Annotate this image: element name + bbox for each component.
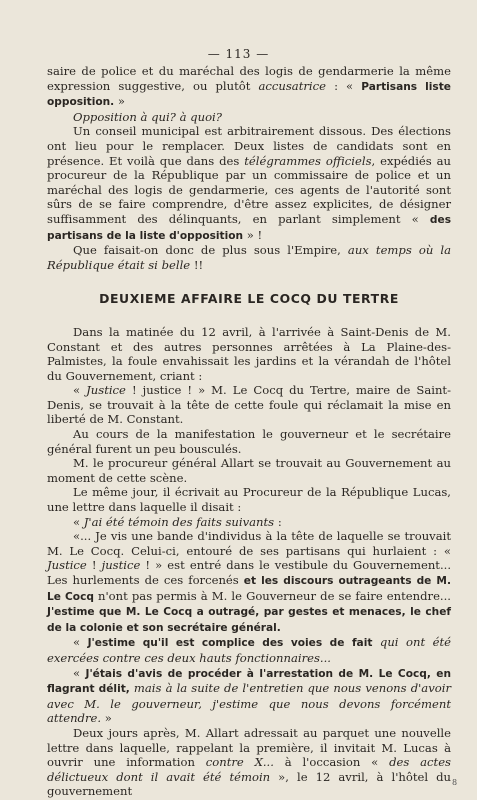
bold-run: et les discours outrageants de M. Le Cocq <box>47 575 451 603</box>
italic-run: Justice <box>47 558 87 573</box>
paragraph-9: Le même jour, il écrivait au Procureur de la République Lucas, une lettre dans laquelle il disait : <box>47 485 451 515</box>
text-run: », le 12 avril, à l'hôtel du gouvernement <box>47 769 451 799</box>
bold-run: J'estime qu'il est complice des voies de fait <box>87 637 373 650</box>
text-run: « <box>73 383 87 398</box>
text-run: «... Je vis une bande d'individus à la tête de laquelle se trouvait M. Le Cocq. Celui-ci, entouré de ses partisans qui hurlaient : « <box>47 529 451 558</box>
text-run: n'ont pas permis à M. le Gouverneur de se faire entendre... <box>93 588 451 603</box>
text-run: , expédiés au procureur de la République par un commissaire de police et un maréchal des logis de gendarmerie, ces agents de l'autorité sont sûrs de se faire comprendre, d'être assez explicites, de désigner suffisamment des délinquants, en parlant simplement « <box>47 153 451 226</box>
paragraph-5: Dans la matinée du 12 avril, à l'arrivée à Saint-Denis de M. Constant et des autres personnes arrêtées à La Plaine-des-Palmistes, la foule envahissait les jardins et la vérandah de l'hôtel du Gouvernement, criant : <box>47 324 451 383</box>
text-run: « <box>73 665 86 680</box>
text-run <box>372 635 380 649</box>
text-column <box>47 64 451 799</box>
italic-run: J'ai été témoin des faits suivants <box>83 514 275 529</box>
text-run: !! <box>190 257 204 272</box>
text-run: ! justice ! » M. Le Cocq du Tertre, maire de Saint-Denis, se trouvait à la tête de cette foule qui réclamait la mise en liberté de M. Constant. <box>47 383 452 427</box>
paragraph-1 <box>47 64 451 110</box>
italic-run: des actes délictueux dont il avait été témoin <box>47 755 452 784</box>
text-run: à l'occasion « <box>273 755 390 770</box>
paragraph-12 <box>47 635 451 665</box>
italic-run: justice <box>101 558 141 573</box>
bold-run: des partisans de la liste d'opposition <box>47 213 451 242</box>
page-number: — 113 — <box>207 47 270 61</box>
paragraph-11 <box>47 529 451 635</box>
italic-run: accusatrice <box>258 78 326 93</box>
italic-run: mais à la suite de l'entretien que nous venons d'avoir avec M. le gouverneur, j'estime que nous devons forcément attendre. <box>47 681 451 726</box>
text-run: Que faisait-on donc de plus sous l'Empire, <box>73 243 348 258</box>
italic-run: qui ont été exercées contre ces deux hauts fonctionnaires... <box>47 635 451 665</box>
text-run: Un conseil municipal est arbitrairement dissous. Des élections ont lieu pour le remplacer. Deux listes de candidats sont en présence. Et voilà que dans des <box>47 124 451 168</box>
text-run: » <box>114 94 125 109</box>
text-run: » <box>101 711 112 726</box>
spacer <box>47 307 451 325</box>
bold-run: Partisans liste opposition. <box>47 80 451 109</box>
section-heading: DEUXIEME AFFAIRE LE COCQ DU TERTRE <box>99 291 399 307</box>
paragraph-7: Au cours de la manifestation le gouverneur et le secrétaire général furent un peu bousculés. <box>47 427 451 456</box>
text-run: ! » est entré dans le vestibule du Gouvernement... Les hurlements de ces forcenés <box>47 558 452 587</box>
italic-run: Justice <box>86 383 126 398</box>
text-run: « <box>73 635 88 650</box>
bold-run: J'estime que M. Le Cocq a outragé, par gestes et menaces, le chef de la colonie et son secrétaire général. <box>47 606 451 634</box>
text-run: : <box>274 514 282 529</box>
paragraph-13 <box>47 666 451 726</box>
text-run: ! <box>86 558 102 573</box>
italic-run: télégrammes officiels <box>244 153 372 168</box>
text-run: Deux jours après, M. Allart adressait au parquet une nouvelle lettre dans laquelle, rappelant la première, il invitait M. Lucas à ouvrir une information <box>47 725 451 770</box>
text-run: « <box>73 514 84 529</box>
paragraph-3 <box>47 124 451 243</box>
paragraph-6 <box>47 383 451 427</box>
paragraph-14 <box>47 726 451 799</box>
text-run: saire de police et du maréchal des logis de gendarmerie la même expression suggestive, ou plutôt <box>47 64 451 93</box>
text-run: » ! <box>243 227 263 242</box>
spacer <box>47 272 451 292</box>
text-run: : « <box>325 78 362 93</box>
italic-run: contre X... <box>205 755 274 770</box>
italic-run: aux temps où la République était si belle <box>47 243 451 272</box>
paragraph-10 <box>47 515 451 530</box>
footer-mark: 8 <box>452 778 458 787</box>
paragraph-4 <box>47 243 451 272</box>
paragraph-8: M. le procureur général Allart se trouvait au Gouvernement au moment de cette scène. <box>47 456 451 485</box>
bold-run: J'étais d'avis de procéder à l'arrestation de M. Le Cocq, en flagrant délit, <box>47 667 451 696</box>
paragraph-2: Opposition à qui? à quoi? <box>73 109 222 124</box>
